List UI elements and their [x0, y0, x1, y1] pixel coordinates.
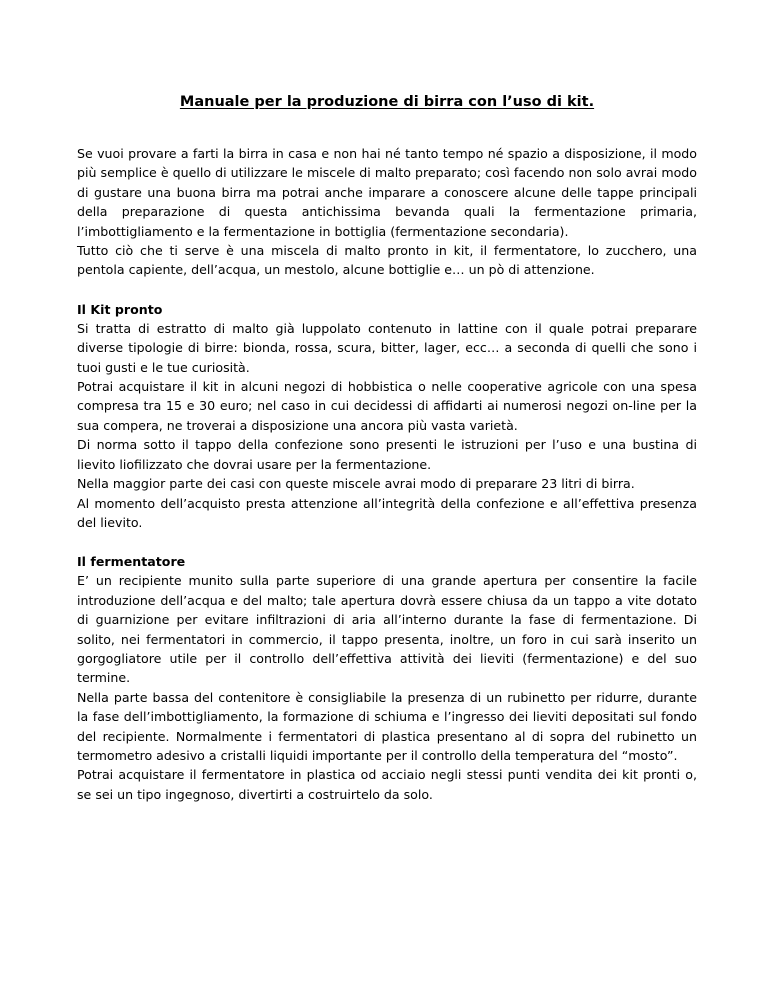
intro-paragraph-1: Se vuoi provare a farti la birra in casa e non hai né tanto tempo né spazio a disposizione, il modo più semplice è quello di utilizzare le miscele di malto preparato; così facendo non solo avrai modo di gustare una buona birra ma potrai anche imparare a conoscere alcune delle tappe principali della preparazione di questa antichissima bevanda quali la fermentazione primaria, l’imbottigliamento e la fermentazione in bottiglia (fermentazione secondaria).: [77, 146, 697, 239]
kit-paragraph-1: Si tratta di estratto di malto già luppolato contenuto in lattine con il quale potrai preparare diverse tipologie di birre: bionda, rossa, scura, bitter, lager, ecc… a seconda di quelli che sono i tuoi gusti e le tue curiosità.: [77, 320, 697, 375]
kit-paragraph-4: Nella maggior parte dei casi con queste miscele avrai modo di preparare 23 litri di birra.: [77, 476, 635, 492]
kit-section-heading: Il Kit pronto: [77, 301, 163, 317]
fermenter-paragraph-2: Nella parte bassa del contenitore è consigliabile la presenza di un rubinetto per ridurre, durante la fase dell’imbottigliamento, la formazione di schiuma e l’ingresso dei lieviti depositati sul fondo del recipiente. Normalmente i fermentatori di plastica presentano al di sopra del rubinetto un termometro adesivo a cristalli liquidi importante per il controllo della temperatura del “mosto”.: [77, 689, 697, 763]
intro-paragraph-2: Tutto ciò che ti serve è una miscela di malto pronto in kit, il fermentatore, lo zucchero, una pentola capiente, dell’acqua, un mestolo, alcune bottiglie e… un pò di attenzione.: [77, 243, 697, 278]
kit-paragraph-3: Di norma sotto il tappo della confezione sono presenti le istruzioni per l’uso e una bustina di lievito liofilizzato che dovrai usare per la fermentazione.: [77, 437, 697, 472]
fermenter-paragraph-3: Potrai acquistare il fermentatore in plastica od acciaio negli stessi punti vendita dei kit pronti o, se sei un tipo ingegnoso, divertirti a costruirtelo da solo.: [77, 767, 697, 802]
fermenter-section-heading: Il fermentatore: [77, 554, 186, 570]
kit-paragraph-2: Potrai acquistare il kit in alcuni negozi di hobbistica o nelle cooperative agricole con una spesa compresa tra 15 e 30 euro; nel caso in cui decidessi di affidarti ai numerosi negozi on-line per la sua compera, ne troverai a disposizione una ancora più vasta varietà.: [77, 379, 697, 433]
document-page: [77, 0, 697, 804]
document-title: Manuale per la produzione di birra con l’uso di kit.: [179, 94, 595, 110]
fermenter-paragraph-1: E’ un recipiente munito sulla parte superiore di una grande apertura per consentire la facile introduzione dell’acqua e del malto; tale apertura dovrà essere chiusa da un tappo a vite dotato di guarnizione per evitare infiltrazioni di aria all’interno durante la fase di fermentazione. Di solito, nei fermentatori in commercio, il tappo presenta, inoltre, un foro in cui sarà inserito un gorgogliatore utile per il controllo dell’effettiva attività dei lieviti (fermentazione) e del suo termine.: [77, 573, 697, 686]
kit-paragraph-5: Al momento dell’acquisto presta attenzione all’integrità della confezione e all’effettiva presenza del lievito.: [77, 495, 697, 530]
kit-section: [77, 300, 697, 532]
intro-section: [77, 144, 697, 280]
fermenter-section: [77, 552, 697, 804]
